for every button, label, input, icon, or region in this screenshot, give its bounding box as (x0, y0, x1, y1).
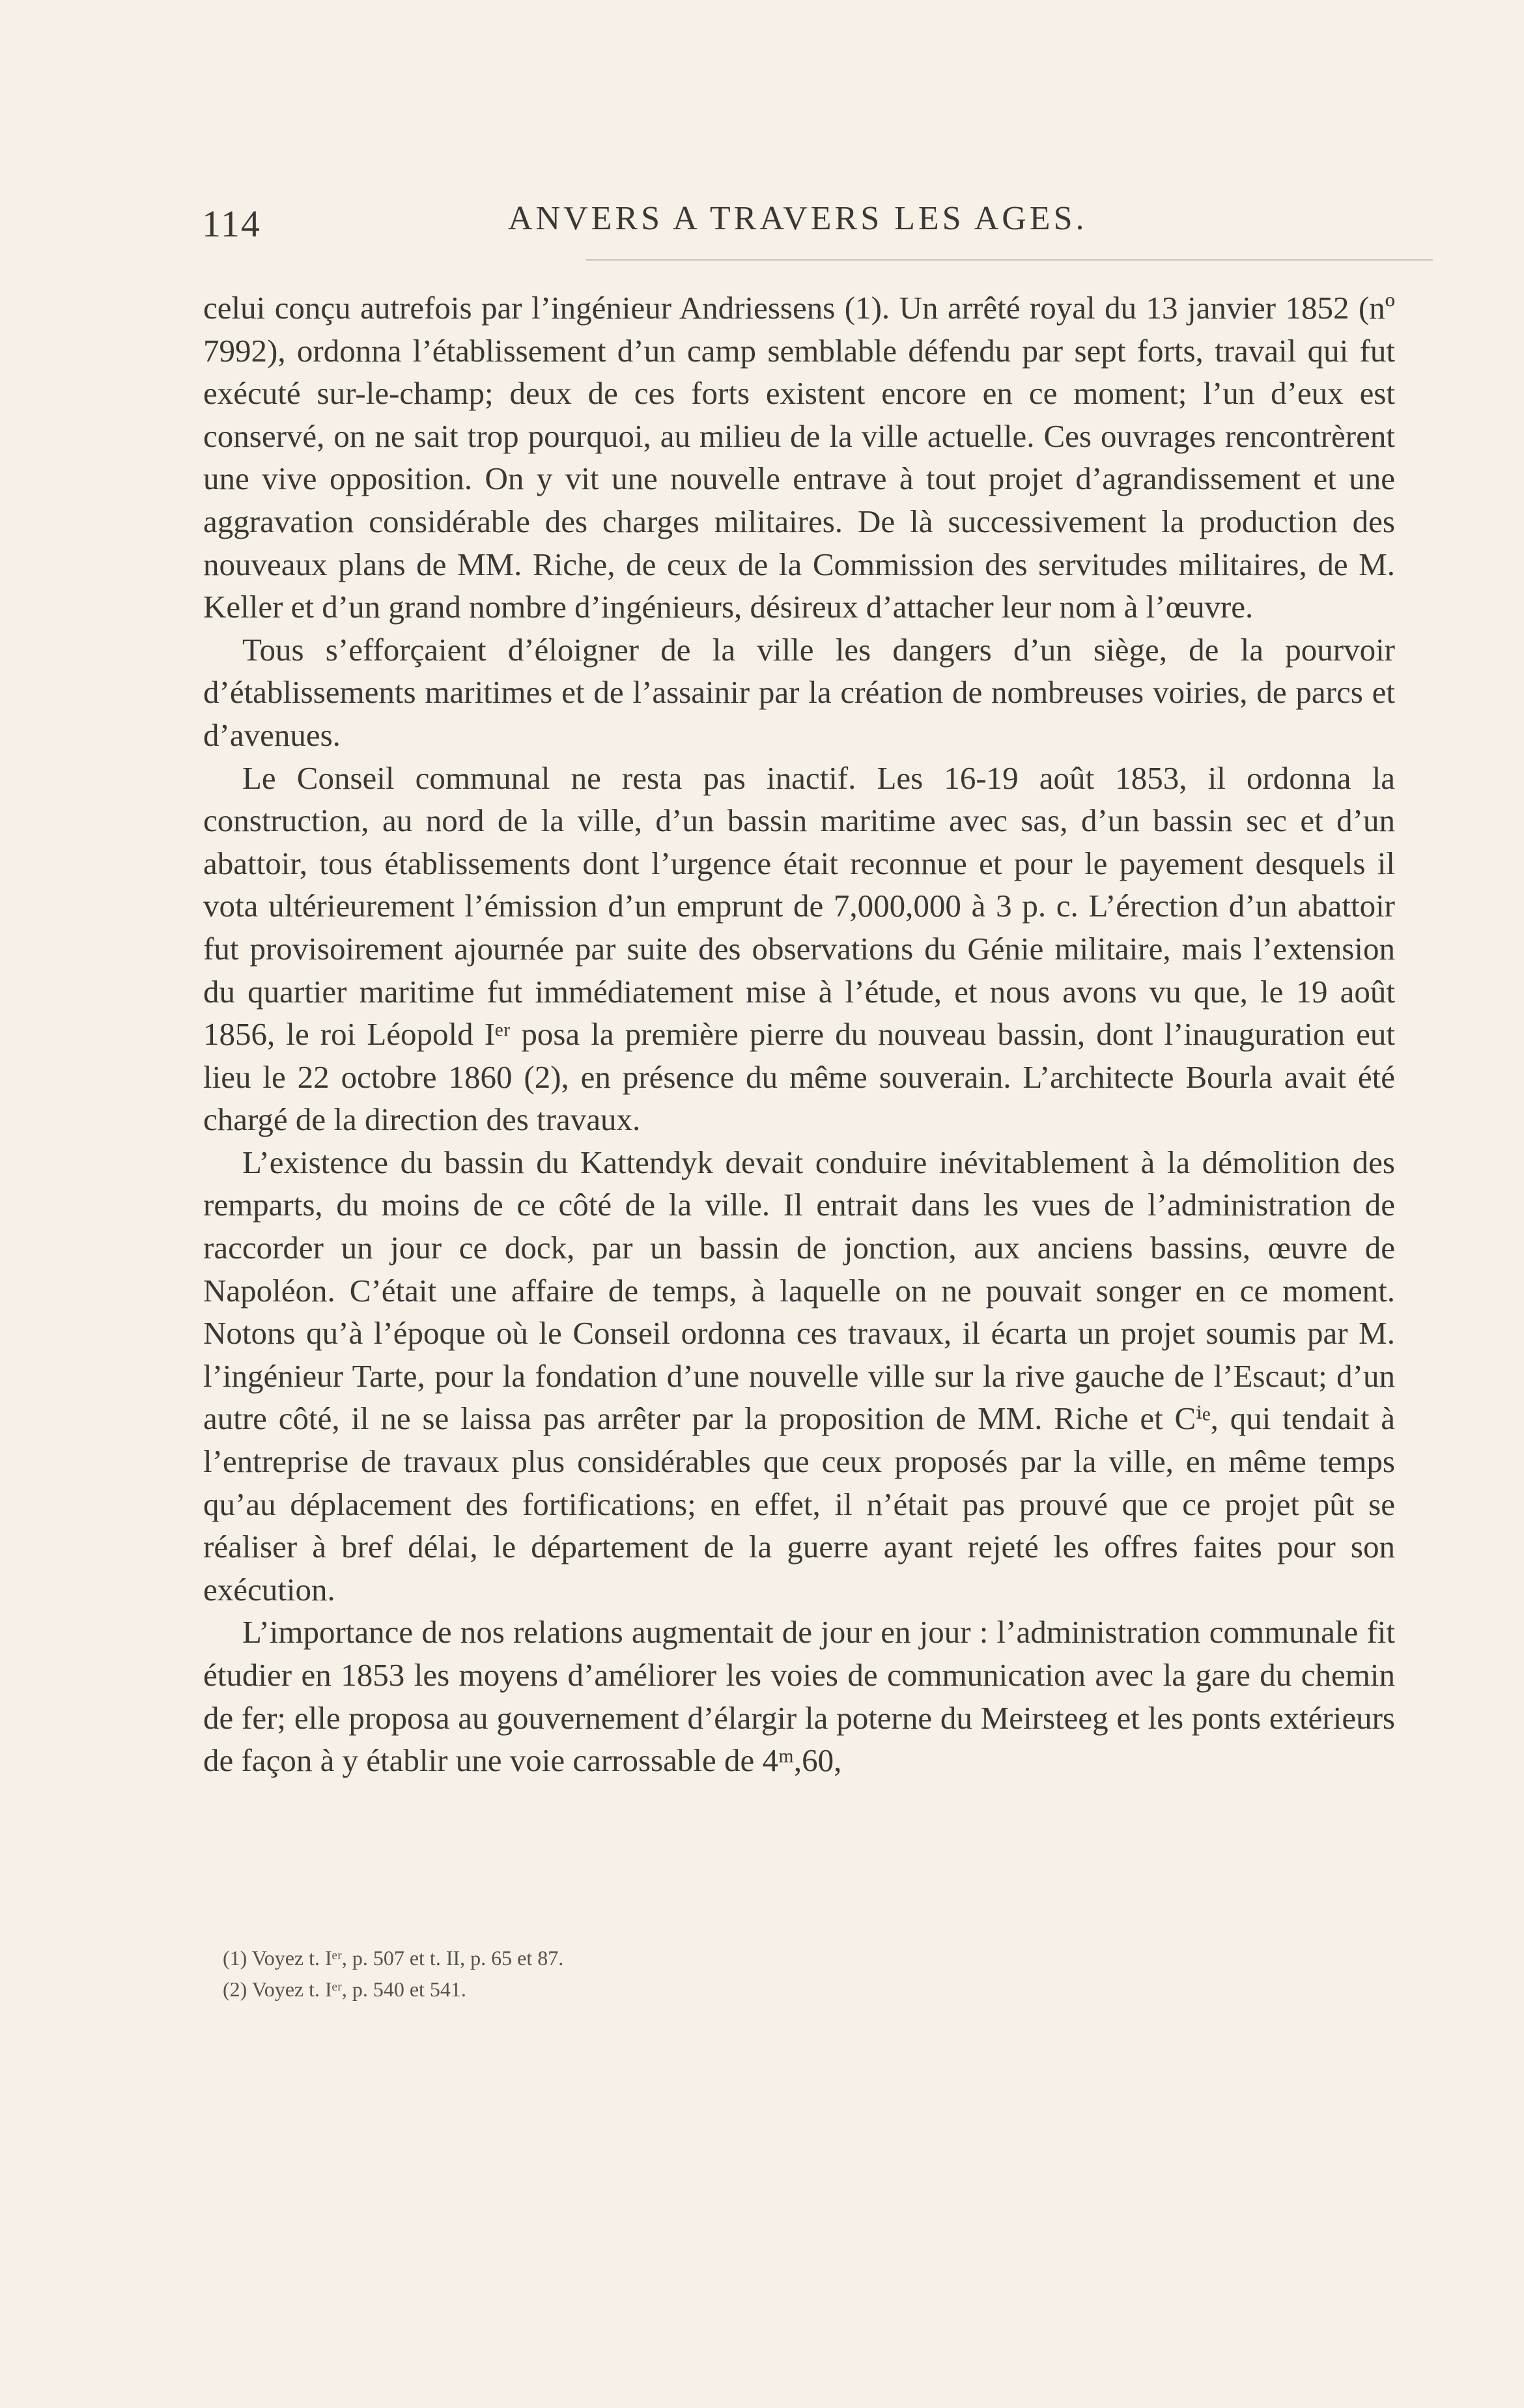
paragraph-4: L’existence du bassin du Kattendyk devait conduire inévitablement à la démolition des remparts, du moins de ce côté de la ville. Il entrait dans les vues de l’administration de raccorder un jour ce dock, par un bassin de jonction, aux anciens bassins, œuvre de Napoléon. C’était une affaire de temps, à laquelle on ne pouvait songer en ce moment. Notons qu’à l’époque où le Conseil ordonna ces travaux, il écarta un projet soumis par M. l’ingénieur Tarte, pour la fondation d’une nouvelle ville sur la rive gauche de l’Escaut; d’un autre côté, il ne se laissa pas arrêter par la proposition de MM. Riche et Cⁱᵉ, qui tendait à l’entreprise de travaux plus considérables que ceux proposés par la ville, en même temps qu’au déplacement des fortifications; en effet, il n’était pas prouvé que ce projet pût se réaliser à bref délai, le département de la guerre ayant rejeté les offres faites pour son exécution. (203, 1144, 1395, 1608)
paragraph-5: L’importance de nos relations augmentait de jour en jour : l’administration communale fit étudier en 1853 les moyens d’améliorer les voies de communication avec la gare du chemin de fer; elle proposa au gouvernement d’élargir la poterne du Meirsteeg et les ponts extérieurs de façon à y établir une voie carrossable de 4ᵐ,60, (203, 1614, 1395, 1779)
running-title: ANVERS A TRAVERS LES AGES. (508, 200, 1088, 237)
body-text (203, 287, 1395, 1782)
footnotes (223, 1942, 1265, 2005)
header-rule (586, 259, 1433, 261)
footnote-2: (2) Voyez t. Iᵉʳ, p. 540 et 541. (223, 1977, 466, 2001)
footnote-1: (1) Voyez t. Iᵉʳ, p. 507 et t. II, p. 65 et 87. (223, 1946, 564, 1970)
paragraph-1: celui conçu autrefois par l’ingénieur Andriessens (1). Un arrêté royal du 13 janvier 1852 (nº 7992), ordonna l’établissement d’un camp semblable défendu par sept forts, travail qui fut exécuté sur-le-champ; deux de ces forts existent encore en ce moment; l’un d’eux est conservé, on ne sait trop pourquoi, au milieu de la ville actuelle. Ces ouvrages rencontrèrent une vive opposition. On y vit une nouvelle entrave à tout projet d’agrandissement et une aggravation considérable des charges militaires. De là successivement la production des nouveaux plans de MM. Riche, de ceux de la Commission des servitudes militaires, de M. Keller et d’un grand nombre d’ingénieurs, désireux d’attacher leur nom à l’œuvre. (203, 290, 1395, 625)
page-number: 114 (202, 203, 261, 245)
paragraph-2: Tous s’efforçaient d’éloigner de la ville les dangers d’un siège, de la pourvoir d’établissements maritimes et de l’assainir par la création de nombreuses voiries, de parcs et d’avenues. (203, 631, 1395, 753)
paragraph-3: Le Conseil communal ne resta pas inactif. Les 16-19 août 1853, il ordonna la construction, au nord de la ville, d’un bassin maritime avec sas, d’un bassin sec et d’un abattoir, tous établissements dont l’urgence était reconnue et pour le payement desquels il vota ultérieurement l’émission d’un emprunt de 7,000,000 à 3 p. c. L’érection d’un abattoir fut provisoirement ajournée par suite des observations du Génie militaire, mais l’extension du quartier maritime fut immédiatement mise à l’étude, et nous avons vu que, le 19 août 1856, le roi Léopold Iᵉʳ posa la première pierre du nouveau bassin, dont l’inauguration eut lieu le 22 octobre 1860 (2), en présence du même souverain. L’architecte Bourla avait été chargé de la direction des travaux. (203, 759, 1395, 1138)
page-header (202, 195, 1394, 254)
